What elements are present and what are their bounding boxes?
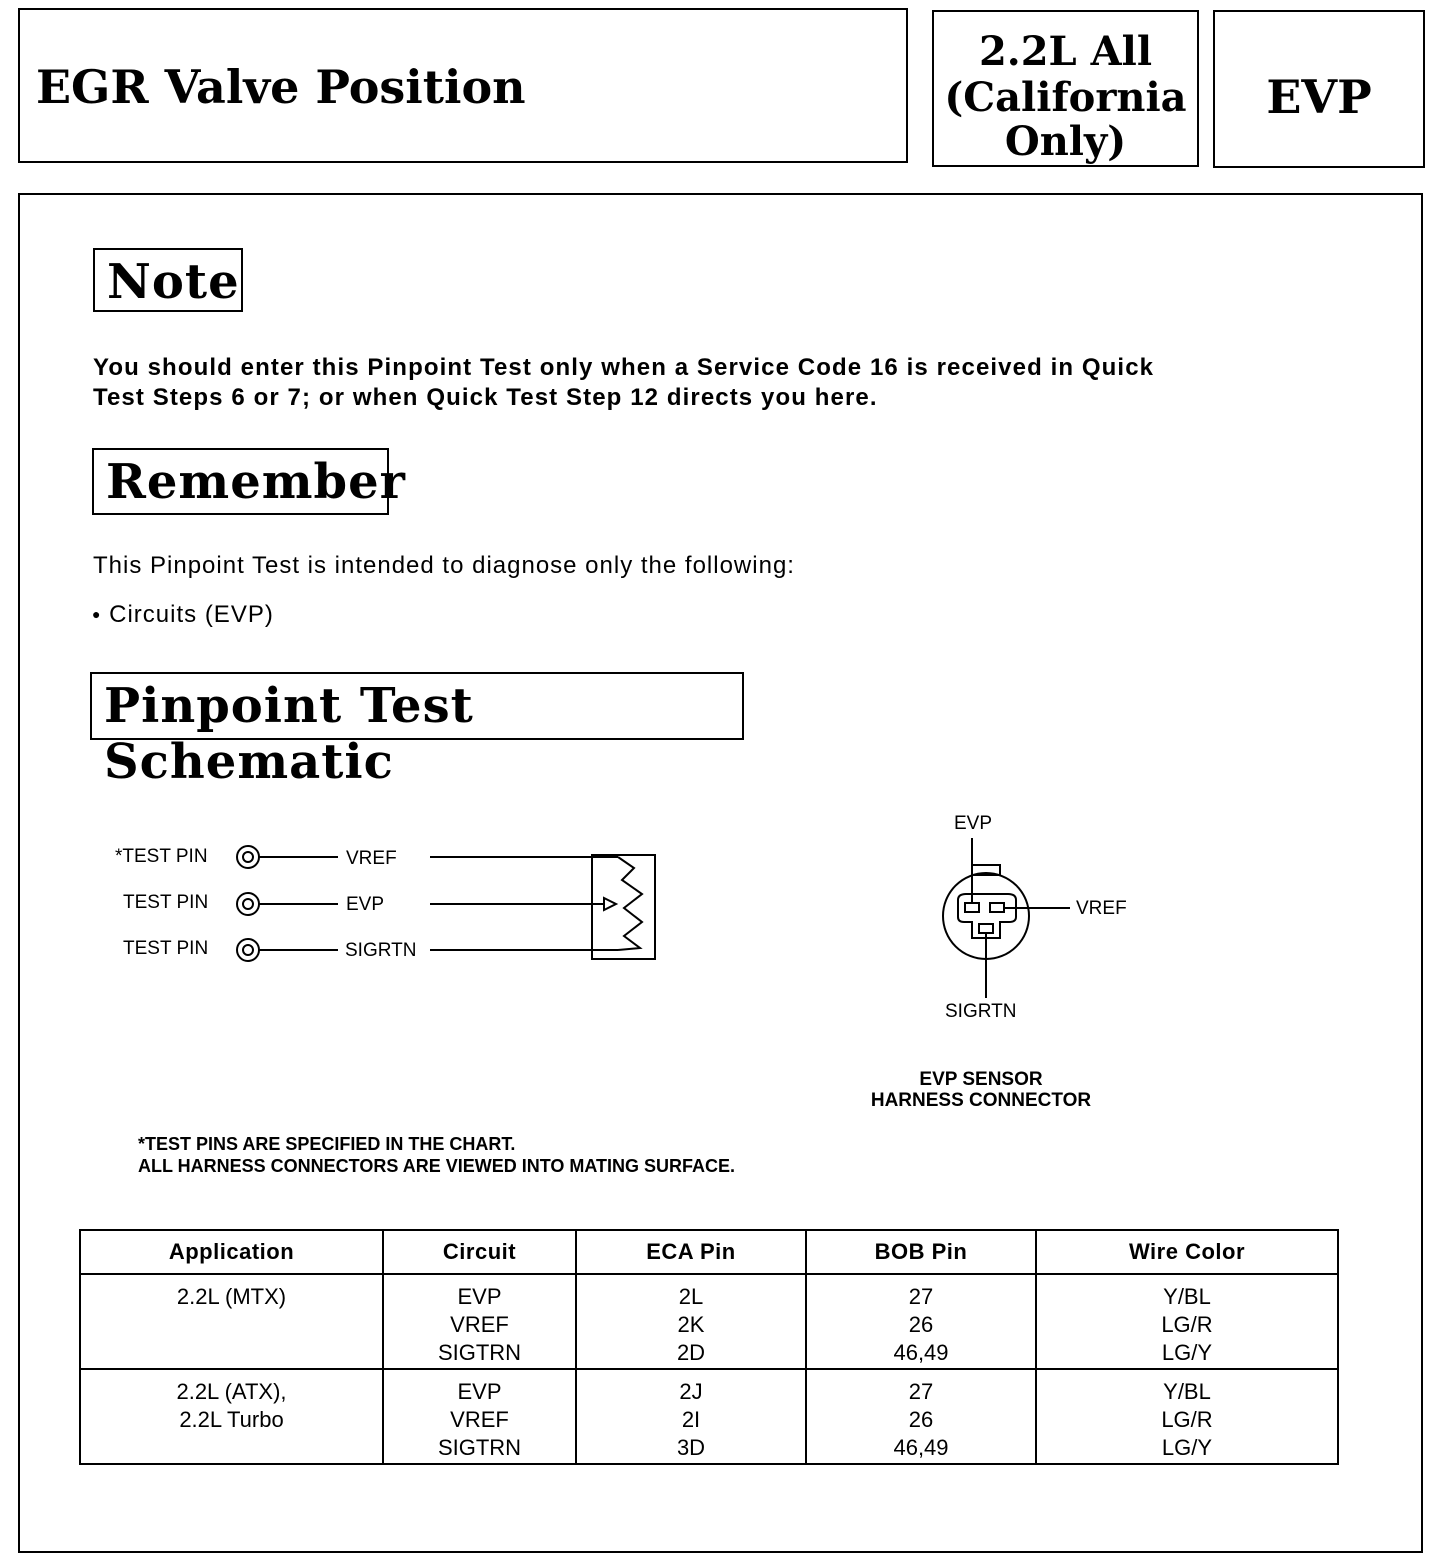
cell-line: 27 <box>908 1379 934 1404</box>
cell-line: 46,49 <box>893 1340 949 1365</box>
evp-sensor-box <box>592 855 655 959</box>
connector-label-vref: VREF <box>1076 898 1127 919</box>
cell-line: VREF <box>450 1407 509 1432</box>
footnote-line-2: ALL HARNESS CONNECTORS ARE VIEWED INTO MATING SURFACE. <box>138 1156 736 1176</box>
col-header-eca-pin: ECA Pin <box>576 1230 806 1274</box>
table-row <box>80 1369 1338 1464</box>
connector-pin-sigrtn <box>979 924 993 933</box>
cell-wire-color <box>1036 1369 1338 1464</box>
connector-label-evp: EVP <box>954 813 993 834</box>
test-pin-circle-1 <box>237 846 259 868</box>
cell-line: 2I <box>681 1407 701 1432</box>
cell-line: Y/BL <box>1163 1284 1211 1309</box>
cell-line: 46,49 <box>893 1435 949 1460</box>
schematic-heading: Pinpoint Test Schematic <box>104 678 474 790</box>
note-text-line-1: You should enter this Pinpoint Test only when a Service Code 16 is received in Quick <box>93 354 1155 381</box>
cell-line: Y/BL <box>1163 1379 1211 1404</box>
cell-line: 2J <box>679 1379 703 1404</box>
cell-line: EVP <box>457 1284 502 1309</box>
circuit-label-1: VREF <box>346 848 397 869</box>
cell-line: SIGTRN <box>437 1340 522 1365</box>
col-header-application: Application <box>80 1230 383 1274</box>
cell-line: 2D <box>676 1340 706 1365</box>
remember-bullet-text: Circuits (EVP) <box>109 601 274 628</box>
cell-bob-pin <box>806 1274 1036 1369</box>
remember-heading: Remember <box>106 454 406 510</box>
connector-pin-vref <box>990 903 1004 912</box>
cell-application <box>80 1369 383 1464</box>
cell-line: 2K <box>677 1312 705 1337</box>
table-row <box>80 1274 1338 1369</box>
cell-line: 2.2L Turbo <box>179 1407 284 1432</box>
cell-eca-pin <box>576 1369 806 1464</box>
cell-application <box>80 1274 383 1369</box>
cell-bob-pin <box>806 1369 1036 1464</box>
cell-line: LG/Y <box>1161 1340 1213 1365</box>
col-header-bob-pin: BOB Pin <box>806 1230 1036 1274</box>
cell-line: LG/R <box>1161 1312 1213 1337</box>
pin-table <box>79 1229 1339 1465</box>
test-pin-circle-3 <box>237 939 259 961</box>
cell-eca-pin <box>576 1274 806 1369</box>
connector-label-sigrtn: SIGRTN <box>945 1001 1017 1022</box>
cell-line: 27 <box>908 1284 934 1309</box>
table-header-row <box>80 1230 1338 1274</box>
connector-housing <box>958 894 1016 938</box>
engine-line-2: (California <box>944 74 1187 121</box>
cell-line: 2.2L (ATX), <box>176 1379 287 1404</box>
engine-line-3: Only) <box>1004 118 1127 165</box>
cell-line: EVP <box>457 1379 502 1404</box>
test-pin-label-3: TEST PIN <box>123 938 209 959</box>
remember-intro: This Pinpoint Test is intended to diagnose only the following: <box>93 552 795 579</box>
circuit-label-3: SIGRTN <box>345 940 417 961</box>
col-header-circuit: Circuit <box>383 1230 576 1274</box>
cell-circuit <box>383 1274 576 1369</box>
cell-line: 2L <box>678 1284 704 1309</box>
connector-pin-evp <box>965 903 979 912</box>
circuit-label-2: EVP <box>346 894 385 915</box>
cell-line: LG/R <box>1161 1407 1213 1432</box>
test-pin-circle-2 <box>237 893 259 915</box>
col-header-wire-color: Wire Color <box>1036 1230 1338 1274</box>
test-pin-label-2: TEST PIN <box>123 892 209 913</box>
note-heading: Note <box>107 254 240 310</box>
cell-line: VREF <box>450 1312 509 1337</box>
engine-line-1: 2.2L All <box>978 28 1153 75</box>
connector-caption-line-2: HARNESS CONNECTOR <box>870 1090 1092 1111</box>
cell-line: SIGTRN <box>437 1435 522 1460</box>
test-pin-label-1: *TEST PIN <box>115 846 208 867</box>
cell-line: 2.2L (MTX) <box>176 1284 287 1309</box>
footnote-line-1: *TEST PINS ARE SPECIFIED IN THE CHART. <box>138 1134 516 1154</box>
cell-line: 3D <box>676 1435 706 1460</box>
connector-caption-line-1: EVP SENSOR <box>919 1069 1043 1090</box>
note-text-line-2: Test Steps 6 or 7; or when Quick Test Step 12 directs you here. <box>93 384 878 411</box>
potentiometer-icon <box>618 857 642 950</box>
page-title: EGR Valve Position <box>36 60 526 114</box>
cell-line: 26 <box>908 1312 934 1337</box>
test-code: EVP <box>1266 70 1372 124</box>
cell-line: LG/Y <box>1161 1435 1213 1460</box>
cell-line: 26 <box>908 1407 934 1432</box>
cell-wire-color <box>1036 1274 1338 1369</box>
bullet-dot-icon: ● <box>92 606 102 622</box>
cell-circuit <box>383 1369 576 1464</box>
